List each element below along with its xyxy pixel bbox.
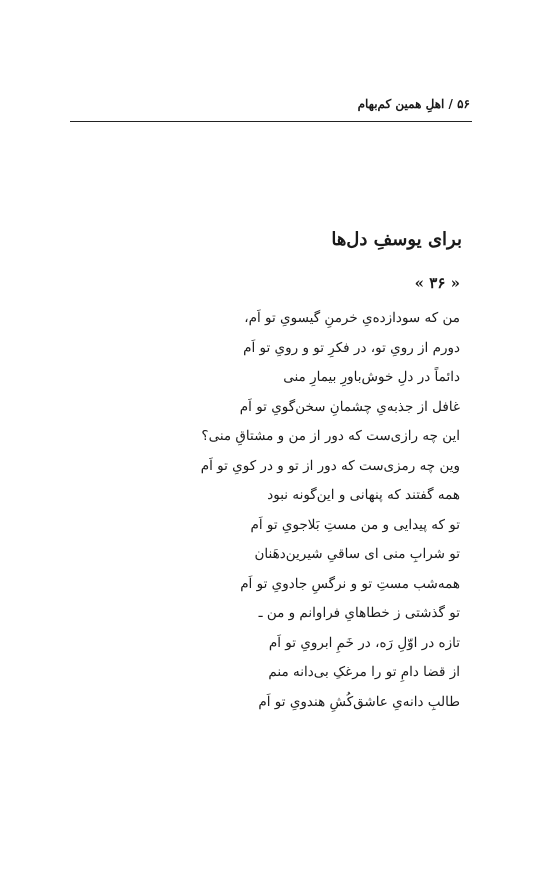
poem-line: دائماً در دلِ خوش‌باورِ بیمارِ منی bbox=[283, 369, 460, 385]
poem-line: تو گذشتی ز خطاهایِ فراوانم و من ـ bbox=[258, 605, 460, 621]
poem-line: تو شرابِ منی ای ساقیِ شیرین‌دهَنان bbox=[254, 546, 460, 562]
header-divider bbox=[70, 121, 472, 122]
poem-title: برای یوسفِ دل‌ها bbox=[331, 229, 462, 250]
poem-line: تازه در اوّلِ رَه، در خَمِ ابرویِ تو اَم bbox=[268, 634, 460, 651]
poem-line: وین چه رمزی‌ست که دور از تو و در کویِ تو اَم bbox=[200, 457, 460, 474]
poem-line: همه گفتند که پنهانی و این‌گونه نبود bbox=[267, 487, 460, 503]
poem-line: من که سودازده‌یِ خرمنِ گیسویِ تو اَم، bbox=[244, 310, 460, 326]
poem-line: غافل از جذبه‌یِ چشمانِ سخن‌گویِ تو اَم bbox=[239, 398, 460, 415]
running-head: ۵۶ / اهلِ همین کم‌بهام bbox=[357, 97, 470, 111]
poem-line: این چه رازی‌ست که دور از من و مشتاقِ منی؟ bbox=[201, 428, 460, 444]
poem-line: همه‌شب مستِ تو و نرگسِ جادویِ تو اَم bbox=[240, 575, 460, 592]
poem-line: تو که پیدایی و من مستِ بَلاجویِ تو اَم bbox=[250, 516, 460, 533]
poem-line: از قضا دامِ تو را مرغکِ بی‌دانه منم bbox=[268, 664, 460, 680]
poem-line: طالبِ دانه‌یِ عاشق‌کُشِ هندویِ تو اَم bbox=[258, 693, 460, 710]
poem-body bbox=[140, 304, 460, 717]
poem-line: دورم از رویِ تو، در فکرِ تو و رویِ تو اَم bbox=[243, 339, 460, 356]
poem-number: « ۳۶ » bbox=[414, 274, 460, 292]
